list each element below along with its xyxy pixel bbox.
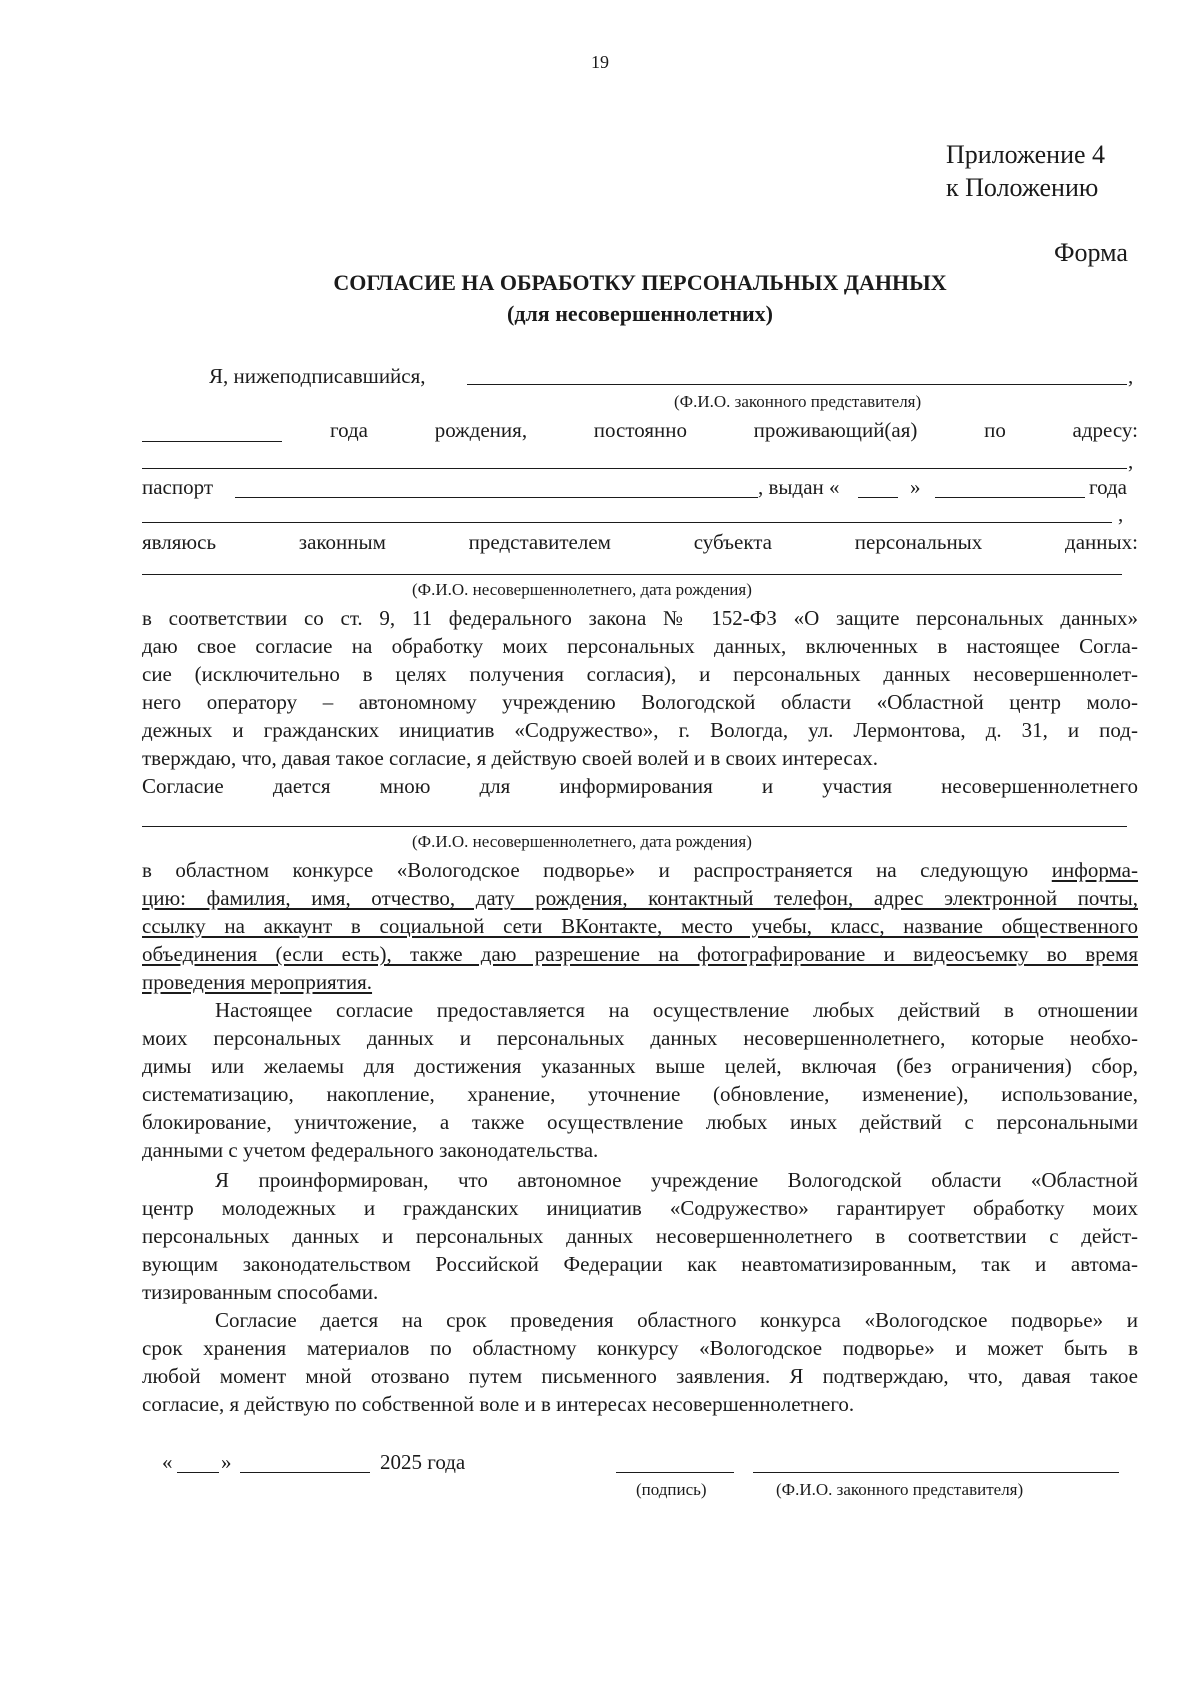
date-open-quote: « <box>162 1450 173 1474</box>
rep-row-word: субъекта <box>693 530 773 554</box>
rep-row-word: являюсь <box>142 530 217 554</box>
para1-line: даю свое согласие на обработку моих персональных данных, включенных в настоящее Согла- <box>142 634 1138 658</box>
para2-underlined-line: ссылку на аккаунт в социальной сети ВКонтакте, место учебы, класс, название общественного <box>142 914 1138 938</box>
purpose-word: несовершеннолетнего <box>941 774 1138 798</box>
document-subtitle: (для несовершеннолетних) <box>507 301 773 326</box>
page-number: 19 <box>591 52 609 72</box>
para5-line: согласие, я действую по собственной воле и в интересах несовершеннолетнего. <box>142 1392 855 1416</box>
birth-address-row <box>330 416 1138 444</box>
date-month-field[interactable] <box>240 1472 370 1473</box>
para1-line: сие (исключительно в целях получения согласия), и персональных данных несовершеннолет- <box>142 662 1138 686</box>
minor-caption: (Ф.И.О. несовершеннолетнего, дата рождения) <box>412 580 752 599</box>
rep-row-word: персональных <box>854 530 983 554</box>
purpose-word: информирования <box>559 774 713 798</box>
para1-line: в соответствии со ст. 9, 11 федерального закона № 152-ФЗ «О защите персональных данных» <box>142 606 1138 630</box>
date-day-field[interactable] <box>177 1472 219 1473</box>
minor-caption-2: (Ф.И.О. несовершеннолетнего, дата рождения) <box>412 832 752 851</box>
form-label: Форма <box>1054 238 1128 267</box>
birth-year-field[interactable] <box>142 441 282 442</box>
guardian-name-field[interactable] <box>467 384 1127 385</box>
comma: , <box>1128 449 1134 473</box>
purpose-word: мною <box>379 774 431 798</box>
minor-name-field[interactable] <box>142 574 1122 575</box>
para2-underlined-line: объединения (если есть), также даю разрешение на фотографирование и видеосъемку во время <box>142 942 1138 966</box>
para4-line: Я проинформирован, что автономное учреждение Вологодской области «Областной <box>215 1168 1138 1192</box>
para3-line: моих персональных данных и персональных данных несовершеннолетнего, которые необхо- <box>142 1026 1138 1050</box>
year-label: года <box>1089 475 1127 499</box>
birth-row-word: адресу: <box>1072 418 1138 442</box>
birth-row-word: по <box>984 418 1006 442</box>
appendix-line1: Приложение 4 <box>946 140 1106 169</box>
para2-line <box>142 856 1138 884</box>
para3-line: Настоящее согласие предоставляется на осуществление любых действий в отношении <box>215 998 1138 1022</box>
date-close-quote: » <box>221 1450 232 1474</box>
para5-line: срок хранения материалов по областному конкурсу «Вологодское подворье» и может быть в <box>142 1336 1138 1360</box>
passport-field[interactable] <box>235 497 758 498</box>
guardian-caption: (Ф.И.О. законного представителя) <box>674 392 922 411</box>
rep-row-word: законным <box>298 530 386 554</box>
rep-row-word: данных: <box>1065 530 1138 554</box>
comma: , <box>1118 502 1124 526</box>
para2-text: в областном конкурсе «Вологодское подворье» и распространяется на следующую <box>142 858 1052 882</box>
document-title: СОГЛАСИЕ НА ОБРАБОТКУ ПЕРСОНАЛЬНЫХ ДАННЫХ <box>333 270 947 295</box>
para5-line: Согласие дается на срок проведения областного конкурса «Вологодское подворье» и <box>215 1308 1138 1332</box>
para4-line: вующим законодательством Российской Федерации как неавтоматизированным, так и автома- <box>142 1252 1138 1276</box>
signature-caption: (подпись) <box>636 1480 707 1499</box>
appendix-line2: к Положению <box>946 173 1099 202</box>
para4-line: тизированным способами. <box>142 1280 379 1304</box>
para1-line: дежных и гражданских инициатив «Содружество», г. Вологда, ул. Лермонтова, д. 31, и под- <box>142 718 1138 742</box>
para2-underlined-start: информа- <box>1051 858 1138 882</box>
intro-label: Я, нижеподписавшийся, <box>209 364 426 388</box>
purpose-word: дается <box>272 774 331 798</box>
issued-day-field[interactable] <box>858 497 898 498</box>
purpose-word: Согласие <box>142 774 224 798</box>
representative-row <box>142 528 1138 556</box>
birth-row-word: года <box>330 418 368 442</box>
rep-row-word: представителем <box>468 530 611 554</box>
birth-row-word: постоянно <box>593 418 687 442</box>
purpose-word: участия <box>822 774 893 798</box>
purpose-word: для <box>479 774 511 798</box>
purpose-row <box>142 772 1138 800</box>
minor-name-field-2[interactable] <box>142 826 1127 827</box>
para4-line: центр молодежных и гражданских инициатив «Содружество» гарантирует обработку моих <box>142 1196 1138 1220</box>
signature-field[interactable] <box>616 1472 734 1473</box>
birth-row-word: проживающий(ая) <box>753 418 918 442</box>
para3-line: систематизацию, накопление, хранение, уточнение (обновление, изменение), использование, <box>142 1082 1138 1106</box>
issuer-field[interactable] <box>142 522 1112 523</box>
purpose-word: и <box>761 774 774 798</box>
para3-line: данными с учетом федерального законодательства. <box>142 1138 599 1162</box>
issued-by-field[interactable] <box>935 497 1085 498</box>
comma: , <box>1128 364 1134 388</box>
birth-row-word: рождения, <box>434 418 528 442</box>
para4-line: персональных данных и персональных данных несовершеннолетнего в соответствии с дейст- <box>142 1224 1138 1248</box>
para3-line: димы или желаемы для достижения указанных выше целей, включая (без ограничения) сбор, <box>142 1054 1138 1078</box>
guardian-name-sign-field[interactable] <box>753 1472 1119 1473</box>
address-field[interactable] <box>142 468 1127 469</box>
issued-close-quote: » <box>910 475 921 499</box>
para1-line: тверждаю, что, давая такое согласие, я действую своей волей и в своих интересах. <box>142 746 879 770</box>
para3-line: блокирование, уничтожение, а также осуществление любых иных действий с персональными <box>142 1110 1138 1134</box>
para2-underlined-line: проведения мероприятия. <box>142 970 373 994</box>
passport-label: паспорт <box>142 475 214 499</box>
date-year: 2025 года <box>380 1450 466 1474</box>
para1-line: него оператору – автономному учреждению Вологодской области «Областной центр моло- <box>142 690 1138 714</box>
para2-underlined-line: цию: фамилия, имя, отчество, дату рождения, контактный телефон, адрес электронной почты, <box>142 886 1138 910</box>
para5-line: любой момент мной отозвано путем письменного заявления. Я подтверждаю, что, давая такое <box>142 1364 1138 1388</box>
guardian-sign-caption: (Ф.И.О. законного представителя) <box>776 1480 1024 1499</box>
issued-label: , выдан « <box>758 475 840 499</box>
